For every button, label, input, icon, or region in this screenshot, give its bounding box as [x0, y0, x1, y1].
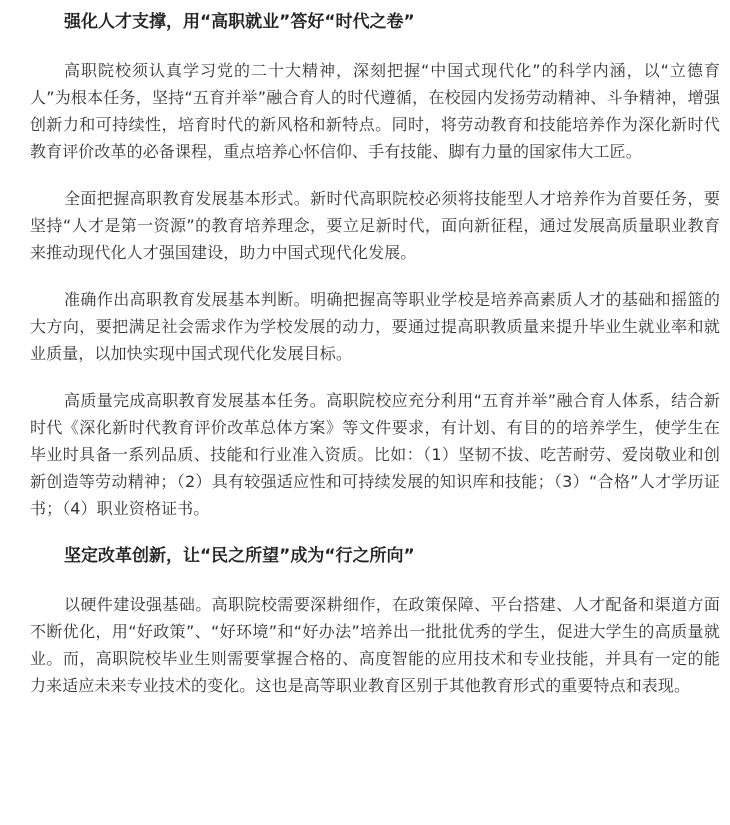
paragraph-development-judgment: 准确作出高职教育发展基本判断。明确把握高等职业学校是培养高素质人才的基础和摇篮的大方向，要把满足社会需求作为学校发展的动力，要通过提高职教质量来提升毕业生就业率和就业质量，以加快实现中国式现代化发展目标。: [30, 290, 720, 363]
paragraph-development-tasks: 高质量完成高职教育发展基本任务。高职院校应充分利用“五育并举”融合育人体系，结合新时代《深化新时代教育评价改革总体方案》等文件要求，有计划、有目的的培养学生，使学生在毕业时具备一系列品质、技能和行业准入资质。比如：（1）坚韧不拔、吃苦耐劳、爱岗敬业和创新创造等劳动精神；（2）具有较强适应性和可持续发展的知识库和技能；（3）“合格”人才学历证书；（4）职业资格证书。: [30, 391, 720, 518]
paragraph-development-form: 全面把握高职教育发展基本形式。新时代高职院校必须将技能型人才培养作为首要任务，要坚持“人才是第一资源”的教育培养理念，要立足新时代，面向新征程，通过发展高质量职业教育来推动现代化人才强国建设，助力中国式现代化发展。: [30, 189, 720, 262]
section-heading-reform-innovation: 坚定改革创新，让“民之所望”成为“行之所向”: [64, 546, 415, 566]
section-heading-talent-support: 强化人才支撑，用“高职就业”答好“时代之卷”: [64, 12, 415, 32]
paragraph-vocational-spirit: 高职院校须认真学习党的二十大精神，深刻把握“中国式现代化”的科学内涵，以“立德育人”为根本任务，坚持“五育并举”融合育人的时代遵循，在校园内发扬劳动精神、斗争精神，增强创新力和可持续性，培育时代的新风格和新特点。同时，将劳动教育和技能培养作为深化新时代教育评价改革的必备课程，重点培养心怀信仰、手有技能、脚有力量的国家伟大工匠。: [30, 61, 720, 161]
paragraph-hardware-construction: 以硬件建设强基础。高职院校需要深耕细作，在政策保障、平台搭建、人才配备和渠道方面不断优化，用“好政策”、“好环境”和“好办法”培养出一批批优秀的学生，促进大学生的高质量就业。而，高职院校毕业生则需要掌握合格的、高度智能的应用技术和专业技能，并具有一定的能力来适应未来专业技术的变化。这也是高等职业教育区别于其他教育形式的重要特点和表现。: [30, 595, 720, 695]
